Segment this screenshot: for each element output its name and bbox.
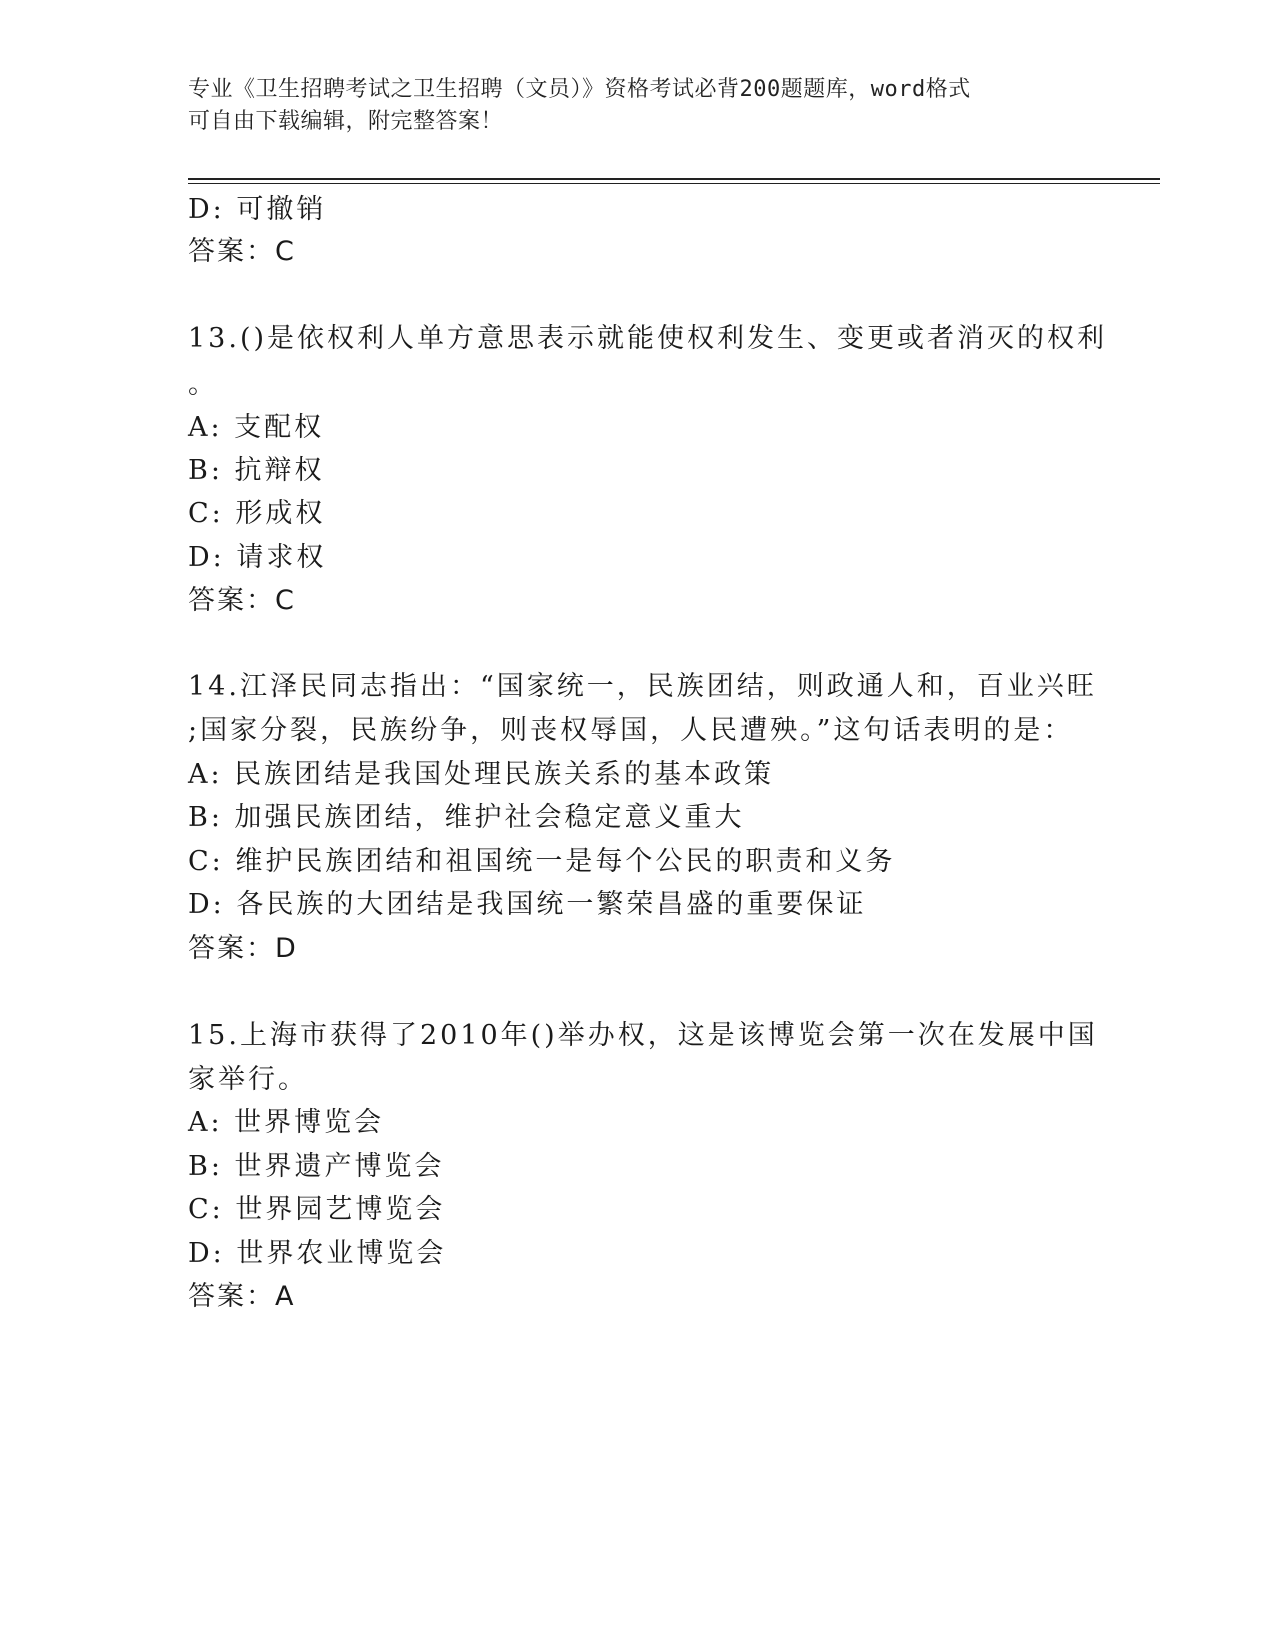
q15-stem-line-1: 15.上海市获得了2010年()举办权，这是该博览会第一次在发展中国 xyxy=(188,1020,1098,1051)
q14-option-c: C: 维护民族团结和祖国统一是每个公民的职责和义务 xyxy=(188,846,896,877)
q13-option-b: B: 抗辩权 xyxy=(188,455,325,486)
header-divider-thin xyxy=(188,183,1160,184)
q15-option-c: C: 世界园艺博览会 xyxy=(188,1194,446,1225)
q13-stem-line-1: 13.()是依权利人单方意思表示就能使权利发生、变更或者消灭的权利 xyxy=(188,323,1108,354)
q15-option-b: B: 世界遗产博览会 xyxy=(188,1151,445,1182)
q13-option-d: D: 请求权 xyxy=(188,542,327,573)
q15-option-d: D: 世界农业博览会 xyxy=(188,1238,447,1269)
q14-option-d: D: 各民族的大团结是我国统一繁荣昌盛的重要保证 xyxy=(188,889,867,920)
q13-option-c: C: 形成权 xyxy=(188,498,326,529)
q14-stem-line-1: 14.江泽民同志指出：“国家统一，民族团结，则政通人和，百业兴旺 xyxy=(188,671,1097,702)
q15-answer: 答案：A xyxy=(188,1281,296,1312)
q14-answer: 答案：D xyxy=(188,933,298,964)
q13-answer: 答案：C xyxy=(188,585,296,616)
prev-answer: 答案：C xyxy=(188,236,296,267)
q14-option-a: A: 民族团结是我国处理民族关系的基本政策 xyxy=(188,759,775,790)
q13-option-a: A: 支配权 xyxy=(188,412,325,443)
prev-option-d: D: 可撤销 xyxy=(188,194,327,225)
q13-stem-line-2: 。 xyxy=(188,369,218,400)
header-line-2: 可自由下载编辑，附完整答案！ xyxy=(188,109,504,134)
page-header xyxy=(188,74,1088,138)
q15-option-a: A: 世界博览会 xyxy=(188,1107,385,1138)
q14-stem-line-2: ;国家分裂，民族纷争，则丧权辱国，人民遭殃。”这句话表明的是： xyxy=(188,715,1074,746)
q14-option-b: B: 加强民族团结，维护社会稳定意义重大 xyxy=(188,802,745,833)
q15-stem-line-2: 家举行。 xyxy=(188,1064,308,1095)
header-line-1: 专业《卫生招聘考试之卫生招聘（文员）》资格考试必背200题题库，word格式 xyxy=(188,77,971,102)
header-divider-thick xyxy=(188,178,1160,180)
